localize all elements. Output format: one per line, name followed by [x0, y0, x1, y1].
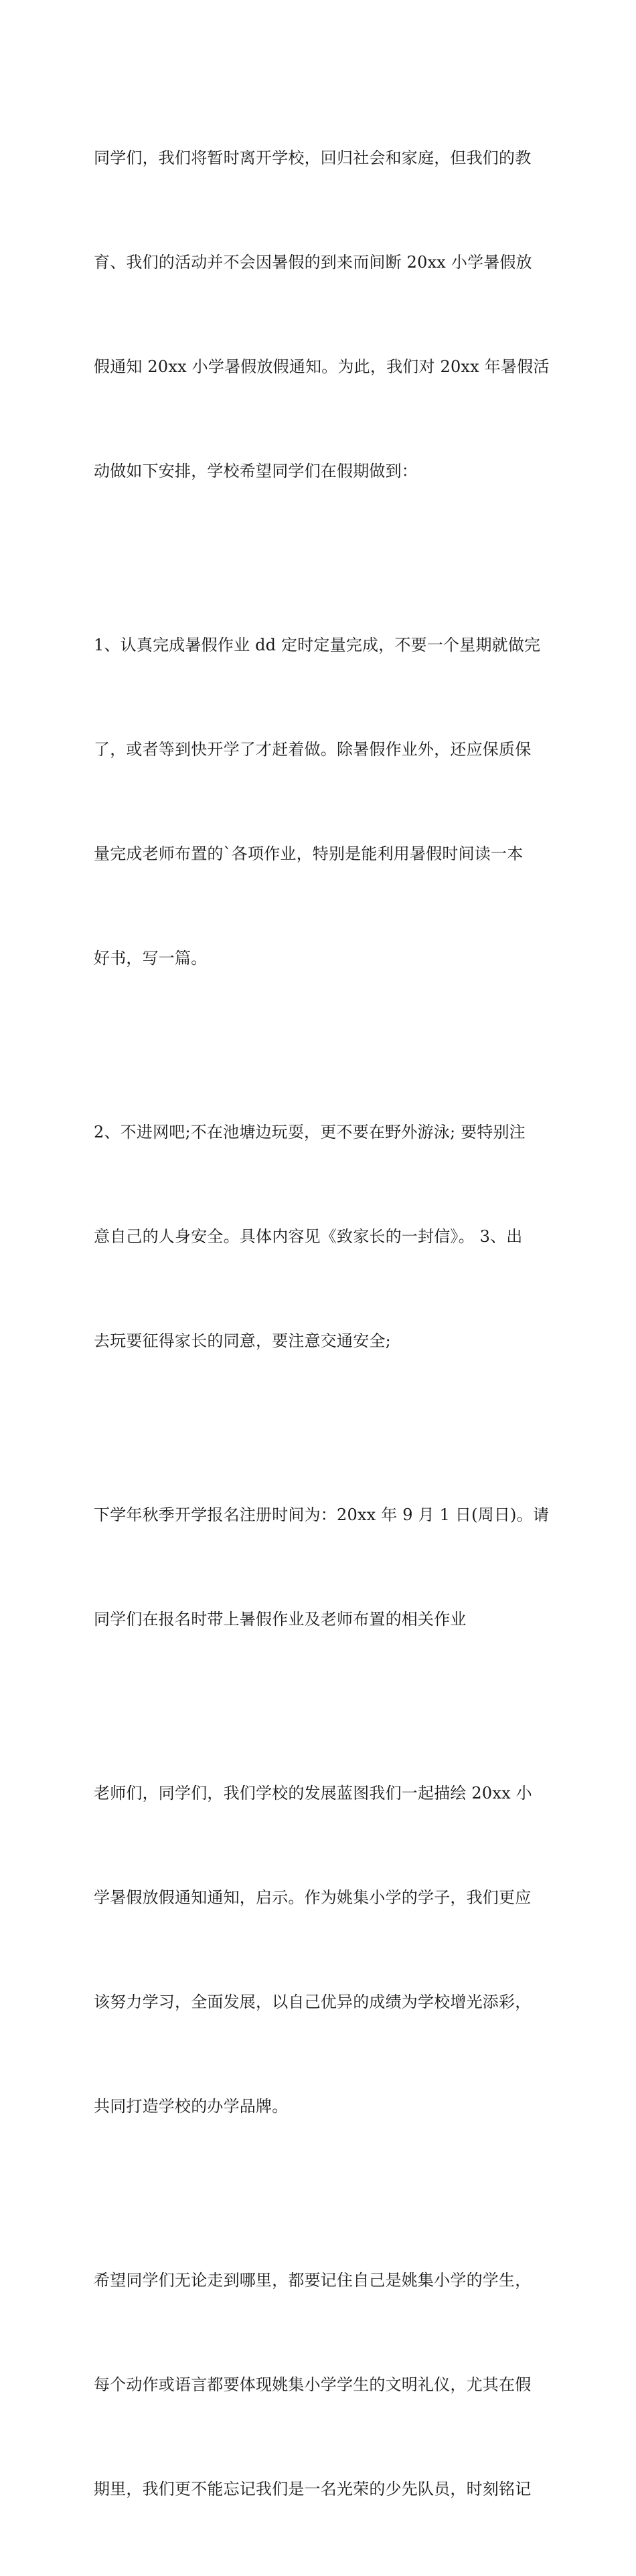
text-line: 希望同学们无论走到哪里，都要记住自己是姚集小学的学生， [94, 2271, 532, 2290]
text-line: 育、我们的活动并不会因暑假的到来而间断 20xx 小学暑假放 [94, 253, 532, 272]
text-line: 了，或者等到快开学了才赶着做。除暑假作业外，还应保质保 [94, 740, 532, 759]
text-line: 共同打造学校的办学品牌。 [94, 2097, 289, 2116]
text-line: 老师们，同学们，我们学校的发展蓝图我们一起描绘 20xx 小 [94, 1784, 532, 1803]
paragraph-teachers [94, 1706, 549, 2193]
text-line: 学暑假放假通知通知，启示。作为姚集小学的学子，我们更应 [94, 1888, 532, 1907]
text-line: 1、认真完成暑假作业 dd 定时定量完成，不要一个星期就做完 [94, 636, 541, 654]
text-line: 该努力学习，全面发展，以自己优异的成绩为学校增光添彩， [94, 1993, 532, 2011]
text-line: 每个动作或语言都要体现姚集小学学生的文明礼仪，尤其在假 [94, 2375, 532, 2394]
text-line: 好书，写一篇。 [94, 949, 208, 968]
text-line: 2、不进网吧;不在池塘边玩耍，更不要在野外游泳; 要特别注 [94, 1123, 526, 1141]
document-body [94, 71, 549, 2576]
text-line: 假通知 20xx 小学暑假放假通知。为此，我们对 20xx 年暑假活 [94, 357, 550, 376]
text-line: 量完成老师布置的`各项作业，特别是能利用暑假时间读一本 [94, 844, 524, 863]
text-line: 同学们，我们将暂时离开学校，回归社会和家庭，但我们的教 [94, 149, 532, 167]
paragraph-item-2 [94, 1045, 549, 1428]
paragraph-registration [94, 1428, 549, 1706]
text-line: 去玩要征得家长的同意，要注意交通安全; [94, 1331, 391, 1350]
paragraph-item-1 [94, 558, 549, 1045]
text-line: 下学年秋季开学报名注册时间为：20xx 年 9 月 1 日(周日)。请 [94, 1505, 550, 1524]
paragraph-hope [94, 2193, 549, 2576]
text-line: 动做如下安排，学校希望同学们在假期做到： [94, 462, 418, 480]
text-line: 同学们在报名时带上暑假作业及老师布置的相关作业 [94, 1610, 467, 1629]
text-line: 期里，我们更不能忘记我们是一名光荣的少先队员，时刻铭记 [94, 2480, 532, 2498]
paragraph-intro [94, 71, 549, 558]
text-line: 意自己的人身安全。具体内容见《致家长的一封信》。 3、出 [94, 1227, 523, 1246]
